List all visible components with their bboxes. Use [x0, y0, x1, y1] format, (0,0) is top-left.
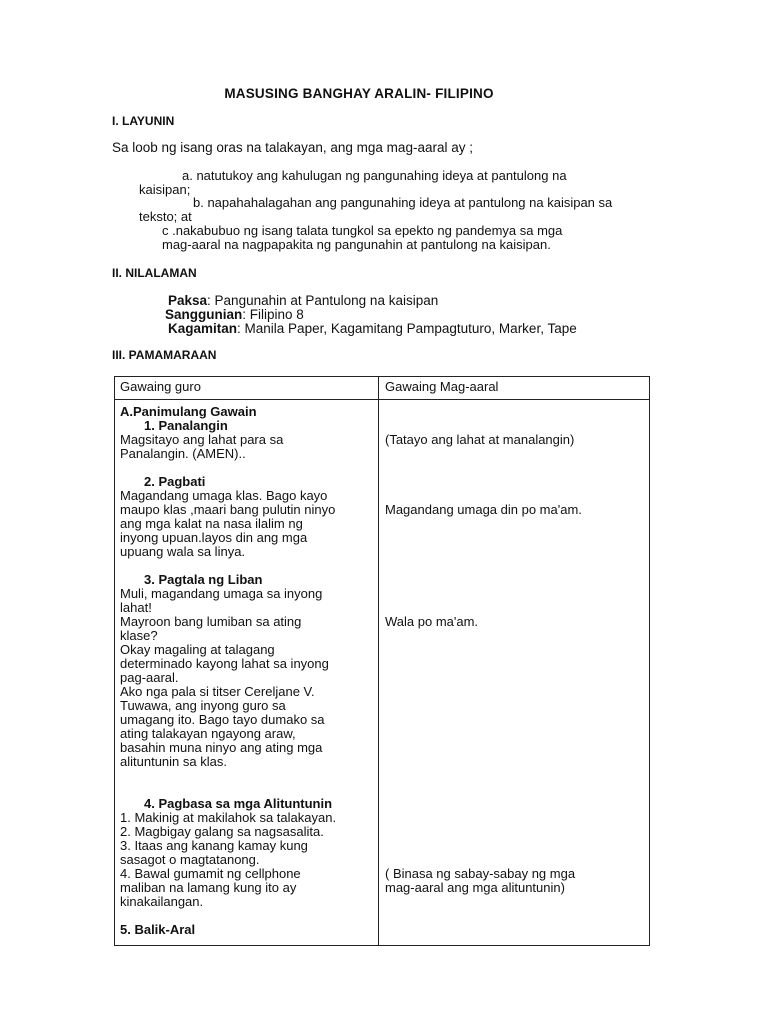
panalangin-guro-2: Panalangin. (AMEN)..: [120, 446, 246, 461]
pagbasa-guro-7: kinakailangan.: [120, 894, 204, 909]
kagamitan-label: Kagamitan: [168, 321, 238, 336]
nilalaman-heading: II. NILALAMAN: [112, 266, 197, 280]
layunin-item-c-line1: c .nakabubuo ng isang talata tungkol sa epekto ng pandemya sa mga: [162, 223, 563, 238]
pagtala-guro-10: umagang ito. Bago tayo dumako sa: [120, 712, 325, 727]
pagbasa-magaaral-2: mag-aaral ang mga alituntunin): [385, 880, 565, 895]
paksa-row: [168, 294, 438, 308]
pagbasa-guro-3: 3. Itaas ang kanang kamay kung: [120, 838, 308, 853]
layunin-item-a-line1: a. natutukoy ang kahulugan ng pangunahing ideya at pantulong na: [182, 168, 567, 183]
pagbasa-magaaral-1: ( Binasa ng sabay-sabay ng mga: [385, 866, 576, 881]
pagtala-guro-6: determinado kayong lahat sa inyong: [120, 656, 329, 671]
pagtala-guro-9: Tuwawa, ang inyong guro sa: [120, 698, 286, 713]
layunin-item-b-line1: b. napahahalagahan ang pangunahing ideya at pantulong na kaisipan sa: [193, 195, 613, 210]
pagtala-guro-8: Ako nga pala si titser Cereljane V.: [120, 684, 315, 699]
pagbati-guro-5: upuang wala sa linya.: [120, 544, 246, 559]
pagtala-guro-5: Okay magaling at talagang: [120, 642, 275, 657]
kagamitan-value: : Manila Paper, Kagamitang Pampagtuturo, Marker, Tape: [237, 321, 577, 336]
sanggunian-row: [165, 308, 304, 322]
layunin-item-b-line2: teksto; at: [139, 209, 192, 224]
pagbati-guro-4: inyong upuan.layos din ang mga: [120, 530, 308, 545]
header-divider: [115, 399, 649, 400]
pagbati-guro-2: maupo klas ,maari bang pulutin ninyo: [120, 502, 336, 517]
kagamitan-row: [168, 322, 577, 336]
paksa-value: : Pangunahin at Pantulong na kaisipan: [207, 293, 439, 308]
pagbati-magaaral: Magandang umaga din po ma'am.: [385, 502, 582, 517]
pagtala-guro-3: Mayroon bang lumiban sa ating: [120, 614, 302, 629]
pamamaraan-heading: III. PAMAMARAAN: [112, 348, 217, 362]
layunin-heading: I. LAYUNIN: [112, 114, 175, 128]
pagbasa-title: 4. Pagbasa sa mga Alituntunin: [144, 796, 333, 811]
panalangin-title: 1. Panalangin: [144, 418, 228, 433]
pagbasa-guro-1: 1. Makinig at makilahok sa talakayan.: [120, 810, 337, 825]
panalangin-magaaral: (Tatayo ang lahat at manalangin): [385, 432, 575, 447]
layunin-intro: Sa loob ng isang oras na talakayan, ang mga mag-aaral ay ;: [112, 140, 473, 155]
pagtala-title: 3. Pagtala ng Liban: [144, 572, 263, 587]
pagbati-guro-1: Magandang umaga klas. Bago kayo: [120, 488, 328, 503]
balik-aral-title: 5. Balik-Aral: [120, 922, 196, 937]
section-a-title: A.Panimulang Gawain: [120, 404, 257, 419]
pagbasa-guro-6: maliban na lamang kung ito ay: [120, 880, 297, 895]
pagbasa-guro-5: 4. Bawal gumamit ng cellphone: [120, 866, 301, 881]
pagtala-guro-4: klase?: [120, 628, 158, 643]
pagtala-guro-11: ating talakayan ngayong araw,: [120, 726, 296, 741]
pagtala-guro-12: basahin muna ninyo ang ating mga: [120, 740, 323, 755]
pagtala-guro-13: alituntunin sa klas.: [120, 754, 227, 769]
paksa-label: Paksa: [168, 293, 208, 308]
pagbasa-guro-4: sasagot o magtatanong.: [120, 852, 260, 867]
layunin-item-c-line2: mag-aaral na nagpapakita ng pangunahin at pantulong na kaisipan.: [162, 237, 551, 252]
pagtala-guro-2: lahat!: [120, 600, 152, 615]
pagtala-magaaral: Wala po ma'am.: [385, 614, 479, 629]
sanggunian-label: Sanggunian: [165, 307, 243, 322]
document-title: MASUSING BANGHAY ARALIN- FILIPINO: [224, 86, 494, 101]
sanggunian-value: : Filipino 8: [242, 307, 304, 322]
column-header-guro: Gawaing guro: [120, 379, 201, 394]
pagtala-guro-1: Muli, magandang umaga sa inyong: [120, 586, 323, 601]
pagbati-title: 2. Pagbati: [144, 474, 206, 489]
layunin-item-a-line2: kaisipan;: [139, 182, 191, 197]
column-header-magaaral: Gawaing Mag-aaral: [385, 379, 499, 394]
pagtala-guro-7: pag-aaral.: [120, 670, 179, 685]
pagbati-guro-3: ang mga kalat na nasa ilalim ng: [120, 516, 303, 531]
column-divider: [378, 377, 379, 945]
panalangin-guro-1: Magsitayo ang lahat para sa: [120, 432, 284, 447]
pagbasa-guro-2: 2. Magbigay galang sa nagsasalita.: [120, 824, 324, 839]
lesson-table: [114, 376, 650, 946]
